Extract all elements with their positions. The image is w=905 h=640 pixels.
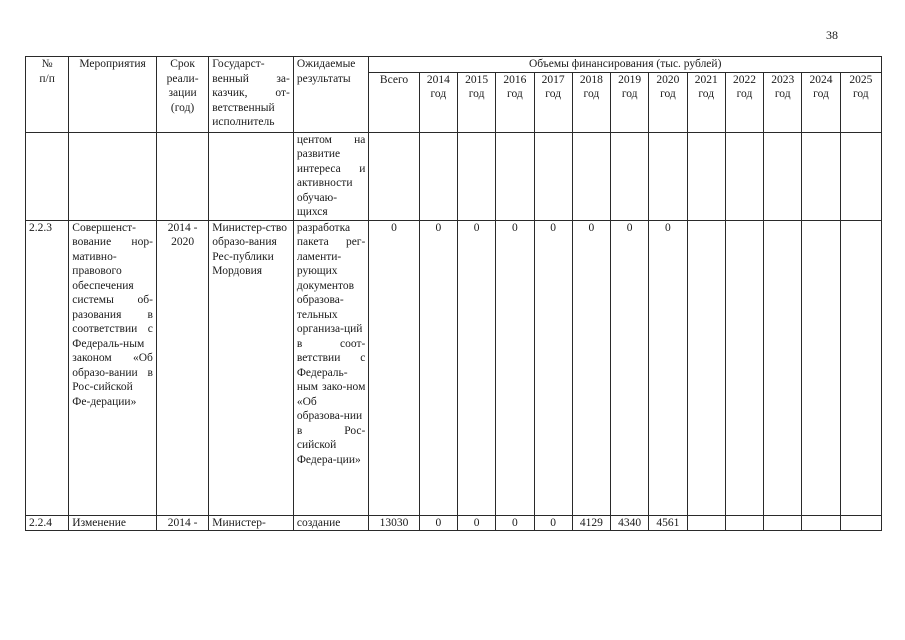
row-customer: Министер-: [209, 515, 294, 531]
row-value: 0: [457, 220, 495, 515]
page-number: 38: [826, 28, 838, 42]
row-total: 13030: [369, 515, 419, 531]
row-customer: Министер-ство образо-вания Рес-публики Мордовия: [209, 220, 294, 515]
header-customer: Государст-венный за-казчик, от-ветственный исполнитель: [209, 57, 294, 133]
row-value: [687, 515, 725, 531]
header-term: Срок реали-зации (год): [156, 57, 208, 133]
header-year: 2024 год: [802, 72, 840, 132]
row-value: 0: [496, 220, 534, 515]
row-term: [156, 132, 208, 220]
row-value: [649, 132, 687, 220]
row-value: [764, 220, 802, 515]
row-results: разработка пакета рег-ламенти-рующих документов образова-тельных организа-ций в соот-ветствии с Федераль-ным зако-ном «Об образова-нии в Рос-сийской Федера-ции»: [293, 220, 369, 515]
row-id: 2.2.4: [26, 515, 69, 531]
row-term: 2014 - 2020: [156, 220, 208, 515]
table-row: [26, 515, 882, 531]
row-value: [764, 515, 802, 531]
header-year: 2019 год: [611, 72, 649, 132]
row-value: 0: [572, 220, 610, 515]
row-value: [764, 132, 802, 220]
row-value: [802, 515, 840, 531]
row-value: [496, 132, 534, 220]
row-value: 0: [534, 515, 572, 531]
row-event: Изменение: [69, 515, 157, 531]
header-year: 2015 год: [457, 72, 495, 132]
table-row: [26, 220, 882, 515]
header-event: Мероприятия: [69, 57, 157, 133]
row-value: 4129: [572, 515, 610, 531]
row-value: [725, 220, 763, 515]
row-term: 2014 -: [156, 515, 208, 531]
header-year: 2023 год: [764, 72, 802, 132]
header-results: Ожидаемые результаты: [293, 57, 369, 133]
header-year: 2017 год: [534, 72, 572, 132]
row-value: 0: [419, 220, 457, 515]
row-value: 0: [649, 220, 687, 515]
header-year: 2014 год: [419, 72, 457, 132]
header-row-top: [26, 57, 882, 73]
row-value: [802, 132, 840, 220]
header-year: 2016 год: [496, 72, 534, 132]
row-value: 0: [534, 220, 572, 515]
table-row: [26, 132, 882, 220]
row-customer: [209, 132, 294, 220]
row-value: [802, 220, 840, 515]
header-year: 2018 год: [572, 72, 610, 132]
row-total: 0: [369, 220, 419, 515]
row-value: 0: [457, 515, 495, 531]
header-year: 2025 год: [840, 72, 881, 132]
header-num: № п/п: [26, 57, 69, 133]
header-year: 2020 год: [649, 72, 687, 132]
header-total: Всего: [369, 72, 419, 132]
financing-table: [25, 56, 882, 531]
row-value: [687, 132, 725, 220]
header-year: 2021 год: [687, 72, 725, 132]
row-event: Совершенст-вование нор-мативно-правового обеспечения системы об-разования в соответствии с Федераль-ным законом «Об образо-вании в Рос-сийской Фе-дерации»: [69, 220, 157, 515]
row-value: [572, 132, 610, 220]
row-value: [840, 132, 881, 220]
row-value: [611, 132, 649, 220]
row-results: центом на развитие интереса и активности обучаю-щихся: [293, 132, 369, 220]
row-total: [369, 132, 419, 220]
header-financing-title: Объемы финансирования (тыс. рублей): [369, 57, 882, 73]
row-value: 0: [611, 220, 649, 515]
row-value: [534, 132, 572, 220]
row-value: [687, 220, 725, 515]
row-value: [840, 515, 881, 531]
row-value: 0: [419, 515, 457, 531]
row-id: [26, 132, 69, 220]
header-year: 2022 год: [725, 72, 763, 132]
row-value: 0: [496, 515, 534, 531]
row-results: создание: [293, 515, 369, 531]
row-value: [725, 132, 763, 220]
row-value: 4340: [611, 515, 649, 531]
row-value: [840, 220, 881, 515]
row-value: [419, 132, 457, 220]
row-value: [457, 132, 495, 220]
row-event: [69, 132, 157, 220]
row-id: 2.2.3: [26, 220, 69, 515]
row-value: [725, 515, 763, 531]
row-value: 4561: [649, 515, 687, 531]
